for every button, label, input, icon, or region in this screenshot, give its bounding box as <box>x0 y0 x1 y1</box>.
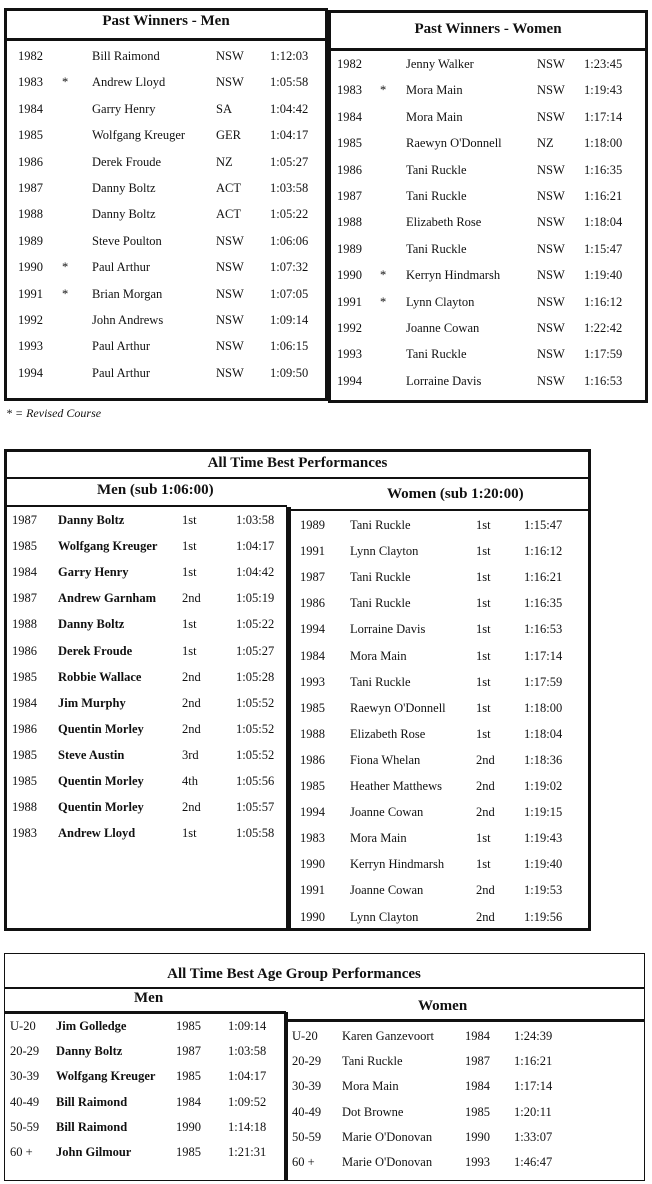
past-winner-women-row-name: Jenny Walker <box>406 57 474 71</box>
best-performances-column-divider <box>286 507 291 931</box>
past-winner-men-row-year: 1985 <box>18 128 43 143</box>
best-perf-men-row-year: 1985 <box>12 747 37 762</box>
age-group-men-row-time: 1:09:52 <box>228 1094 267 1109</box>
best-perf-women-row-place: 1st <box>476 648 491 663</box>
best-perf-men-row-year: 1987 <box>12 591 37 606</box>
best-perf-women-row-year: 1983 <box>300 831 325 846</box>
best-perf-men-row-time: 1:05:52 <box>236 721 275 736</box>
best-perf-women-row-year: 1993 <box>300 674 325 689</box>
past-winner-women-row-name: Mora Main <box>406 83 463 98</box>
age-group-men-row-name: John Gilmour <box>56 1145 132 1159</box>
past-winner-women-row-time: 1:22:42 <box>584 321 623 335</box>
past-winner-women-row-time: 1:17:14 <box>584 109 623 124</box>
age-group-men-row-group: 20-29 <box>10 1044 40 1059</box>
past-winner-men-row-name: Paul Arthur <box>92 365 150 380</box>
best-perf-men-row-place: 3rd <box>182 747 199 762</box>
age-group-women-row-year: 1990 <box>465 1129 490 1144</box>
best-perf-women-row-time: 1:16:12 <box>524 544 563 559</box>
past-winner-women-row-mark: * <box>380 294 387 309</box>
past-winner-men-row-state: GER <box>216 128 241 143</box>
best-perf-women-row-year: 1994 <box>300 805 325 820</box>
age-group-women-row-year: 1984 <box>465 1079 490 1094</box>
past-winner-men-row-year: 1992 <box>18 313 43 327</box>
age-group-men-row-group: 60 + <box>10 1145 33 1159</box>
past-winner-women-row-time: 1:19:40 <box>584 268 623 283</box>
best-perf-men-row-year: 1985 <box>12 539 37 554</box>
past-winner-men-row-name: Wolfgang Kreuger <box>92 128 186 143</box>
best-perf-men-row-place: 1st <box>182 826 197 841</box>
best-perf-men-row-time: 1:05:57 <box>236 800 275 815</box>
best-perf-women-row-place: 2nd <box>476 805 495 820</box>
best-perf-women-row-place: 2nd <box>476 909 495 924</box>
best-perf-men-row-name: Danny Boltz <box>58 513 125 527</box>
age-group-men-row-name: Bill Raimond <box>56 1119 128 1134</box>
best-perf-women-row-time: 1:18:36 <box>524 752 563 767</box>
past-winner-men-row-year: 1983 <box>18 75 43 90</box>
age-group-women-row-name: Mora Main <box>342 1079 399 1094</box>
best-perf-men-row-place: 2nd <box>182 800 201 815</box>
best-perf-women-row-time: 1:18:00 <box>524 700 563 715</box>
past-winner-men-row-name: Steve Poulton <box>92 233 162 248</box>
past-winner-women-row-state: NSW <box>537 347 565 362</box>
age-group-women-row-group: 30-39 <box>292 1079 322 1094</box>
best-perf-women-row-year: 1986 <box>300 752 325 767</box>
age-group-women-row-time: 1:24:39 <box>514 1029 553 1043</box>
past-winner-men-row-time: 1:09:14 <box>270 313 309 327</box>
best-perf-women-row-name: Heather Matthews <box>350 779 442 793</box>
best-perf-men-row-time: 1:05:52 <box>236 747 275 762</box>
age-group-women-row-group: U-20 <box>292 1029 318 1043</box>
past-winner-women-row-time: 1:17:59 <box>584 347 623 362</box>
best-perf-men-row-time: 1:05:19 <box>236 591 275 606</box>
past-winner-men-row-time: 1:12:03 <box>270 49 309 63</box>
past-winner-men-row-time: 1:05:58 <box>270 75 309 90</box>
past-winner-women-row-name: Tani Ruckle <box>406 162 467 177</box>
best-perf-women-row-name: Raewyn O'Donnell <box>350 700 446 715</box>
revised-course-footnote: * = Revised Course <box>6 406 102 420</box>
past-winner-men-row-state: NSW <box>216 260 244 275</box>
best-perf-women-row-place: 1st <box>476 831 491 846</box>
past-winners-women-title: Past Winners - Women <box>414 21 562 37</box>
age-group-women-row-time: 1:16:21 <box>514 1054 553 1069</box>
past-winner-women-row-name: Raewyn O'Donnell <box>406 136 502 151</box>
age-group-title-rule <box>4 987 645 989</box>
best-perf-women-row-name: Joanne Cowan <box>350 805 424 820</box>
past-winner-women-row-year: 1990 <box>337 268 362 283</box>
age-group-women-row-name: Marie O'Donovan <box>342 1129 433 1144</box>
past-winner-women-row-state: NSW <box>537 109 565 124</box>
best-perf-women-row-year: 1991 <box>300 883 325 898</box>
best-perf-men-row-time: 1:05:22 <box>236 617 275 632</box>
past-winner-men-row-state: NSW <box>216 365 244 380</box>
past-winner-women-row-state: NSW <box>537 241 565 256</box>
past-winner-men-row-time: 1:07:32 <box>270 260 309 275</box>
best-perf-women-row-year: 1990 <box>300 857 325 872</box>
best-perf-men-row-name: Robbie Wallace <box>58 669 142 684</box>
past-winner-men-row-time: 1:04:17 <box>270 128 309 143</box>
best-perf-men-row-name: Quentin Morley <box>58 721 144 736</box>
past-winner-women-row-state: NSW <box>537 57 565 71</box>
age-group-men-row-name: Danny Boltz <box>56 1044 123 1059</box>
best-perf-women-row-name: Lorraine Davis <box>350 622 426 637</box>
age-group-men-row-group: 50-59 <box>10 1119 40 1134</box>
best-perf-women-row-year: 1985 <box>300 700 325 715</box>
past-winner-women-row-state: NSW <box>537 83 565 98</box>
past-winner-women-row-time: 1:16:53 <box>584 373 623 388</box>
age-group-men-row-time: 1:21:31 <box>228 1145 267 1159</box>
best-perf-women-row-place: 1st <box>476 596 491 611</box>
past-winner-women-row-state: NSW <box>537 321 565 335</box>
best-perf-men-row-time: 1:05:27 <box>236 643 275 658</box>
age-group-women-row-time: 1:17:14 <box>514 1079 553 1094</box>
past-winner-men-row-state: SA <box>216 101 232 116</box>
past-winner-women-row-year: 1984 <box>337 109 362 124</box>
past-winner-women-row-year: 1985 <box>337 136 362 151</box>
best-perf-women-row-time: 1:19:15 <box>524 805 563 820</box>
past-winner-women-row-time: 1:18:00 <box>584 136 623 151</box>
past-winner-women-row-name: Lynn Clayton <box>406 294 475 309</box>
age-group-men-row-group: U-20 <box>10 1019 36 1033</box>
age-group-men-row-time: 1:09:14 <box>228 1019 267 1033</box>
past-winner-men-row-year: 1989 <box>18 233 43 248</box>
best-perf-men-row-name: Derek Froude <box>58 643 133 658</box>
age-group-women-row-name: Marie O'Donovan <box>342 1155 433 1169</box>
age-group-men-row-year: 1985 <box>176 1145 201 1159</box>
best-perf-women-row-year: 1984 <box>300 648 325 663</box>
best-perf-men-row-time: 1:05:52 <box>236 695 275 710</box>
best-perf-men-row-name: Steve Austin <box>58 747 125 762</box>
age-group-women-row-year: 1985 <box>465 1104 490 1119</box>
best-performances-men-title: Men (sub 1:06:00) <box>97 482 214 498</box>
best-perf-men-row-place: 1st <box>182 565 197 580</box>
best-perf-women-row-name: Lynn Clayton <box>350 544 419 559</box>
best-perf-women-row-place: 1st <box>476 544 491 559</box>
age-group-column-divider <box>284 1012 288 1181</box>
age-group-women-row-time: 1:46:47 <box>514 1155 553 1169</box>
past-winner-men-row-year: 1993 <box>18 339 43 354</box>
past-winners-men-title: Past Winners - Men <box>102 13 230 29</box>
best-perf-women-row-time: 1:16:21 <box>524 570 563 585</box>
past-winner-men-row-state: ACT <box>216 207 241 222</box>
best-perf-men-row-year: 1988 <box>12 800 37 815</box>
best-performances-title: All Time Best Performances <box>207 455 388 471</box>
past-winner-women-row-state: NSW <box>537 268 565 283</box>
best-perf-women-row-place: 1st <box>476 622 491 637</box>
best-perf-women-row-place: 2nd <box>476 883 495 898</box>
best-perf-women-row-name: Tani Ruckle <box>350 570 411 585</box>
past-winner-men-row-name: Danny Boltz <box>92 207 156 222</box>
past-winner-men-row-state: NSW <box>216 75 244 90</box>
past-winner-men-row-mark: * <box>62 75 69 90</box>
best-perf-men-row-place: 1st <box>182 513 197 527</box>
best-perf-women-row-name: Tani Ruckle <box>350 596 411 611</box>
best-perf-men-row-name: Garry Henry <box>58 565 129 580</box>
age-group-men-row-year: 1985 <box>176 1019 201 1033</box>
best-perf-women-row-time: 1:19:02 <box>524 779 563 793</box>
best-perf-men-row-year: 1986 <box>12 643 37 658</box>
best-perf-men-row-time: 1:04:42 <box>236 565 275 580</box>
past-winner-women-row-name: Joanne Cowan <box>406 321 480 335</box>
best-perf-men-row-place: 2nd <box>182 669 201 684</box>
best-perf-women-row-time: 1:19:40 <box>524 857 563 872</box>
best-perf-women-row-name: Elizabeth Rose <box>350 726 426 741</box>
age-group-men-row-time: 1:14:18 <box>228 1119 267 1134</box>
best-perf-women-row-year: 1988 <box>300 726 325 741</box>
past-winner-women-row-year: 1992 <box>337 321 362 335</box>
age-group-men-row-year: 1987 <box>176 1044 201 1059</box>
best-perf-women-row-year: 1987 <box>300 570 325 585</box>
age-group-men-row-name: Bill Raimond <box>56 1094 128 1109</box>
best-perf-men-row-name: Danny Boltz <box>58 617 125 632</box>
best-perf-women-row-name: Lynn Clayton <box>350 909 419 924</box>
past-winner-men-row-state: NSW <box>216 49 244 63</box>
past-winner-women-row-name: Tani Ruckle <box>406 241 467 256</box>
best-perf-women-row-name: Mora Main <box>350 648 407 663</box>
best-perf-men-row-time: 1:05:28 <box>236 669 275 684</box>
best-performances-women-header-rule <box>289 509 591 511</box>
past-winners-women-header-rule <box>328 48 648 51</box>
best-perf-women-row-place: 2nd <box>476 752 495 767</box>
past-winner-men-row-year: 1984 <box>18 101 43 116</box>
best-perf-women-row-place: 1st <box>476 700 491 715</box>
best-perf-men-row-time: 1:03:58 <box>236 513 275 527</box>
best-perf-women-row-time: 1:17:59 <box>524 674 563 689</box>
best-perf-women-row-time: 1:16:35 <box>524 596 563 611</box>
past-winner-men-row-name: Andrew Lloyd <box>92 75 166 90</box>
past-winner-women-row-state: NSW <box>537 162 565 177</box>
past-winner-women-row-time: 1:15:47 <box>584 241 623 256</box>
best-perf-women-row-place: 1st <box>476 674 491 689</box>
best-perf-men-row-year: 1984 <box>12 565 37 580</box>
past-winner-women-row-state: NSW <box>537 373 565 388</box>
past-winner-men-row-year: 1988 <box>18 207 43 222</box>
past-winner-men-row-name: Paul Arthur <box>92 339 150 354</box>
best-perf-women-row-time: 1:18:04 <box>524 726 563 741</box>
age-group-men-row-group: 40-49 <box>10 1094 40 1109</box>
age-group-men-row-time: 1:03:58 <box>228 1044 267 1059</box>
past-winner-men-row-time: 1:05:22 <box>270 207 309 222</box>
best-perf-women-row-time: 1:16:53 <box>524 622 563 637</box>
past-winner-men-row-name: Derek Froude <box>92 154 162 169</box>
past-winner-women-row-state: NZ <box>537 136 554 151</box>
past-winner-women-row-time: 1:16:35 <box>584 162 623 177</box>
best-perf-women-row-place: 1st <box>476 570 491 585</box>
past-winner-women-row-year: 1987 <box>337 189 362 203</box>
past-winner-men-row-state: NSW <box>216 339 244 354</box>
past-winner-women-row-state: NSW <box>537 215 565 230</box>
best-perf-women-row-time: 1:19:43 <box>524 831 563 846</box>
age-group-men-row-group: 30-39 <box>10 1069 40 1084</box>
past-winner-men-row-mark: * <box>62 260 69 275</box>
age-group-title: All Time Best Age Group Performances <box>167 966 421 982</box>
best-perf-men-row-place: 1st <box>182 617 197 632</box>
best-perf-men-row-name: Quentin Morley <box>58 774 144 788</box>
best-perf-men-row-name: Wolfgang Kreuger <box>58 539 158 554</box>
past-winner-men-row-time: 1:09:50 <box>270 365 309 380</box>
best-perf-women-row-name: Kerryn Hindmarsh <box>350 857 445 872</box>
past-winner-men-row-name: Brian Morgan <box>92 286 163 301</box>
age-group-men-row-year: 1984 <box>176 1094 201 1109</box>
age-group-men-row-time: 1:04:17 <box>228 1069 267 1084</box>
past-winner-men-row-time: 1:03:58 <box>270 181 309 195</box>
past-winner-men-row-name: Garry Henry <box>92 101 156 116</box>
past-winner-women-row-time: 1:18:04 <box>584 215 623 230</box>
best-perf-women-row-place: 2nd <box>476 779 495 793</box>
best-perf-men-row-year: 1986 <box>12 721 37 736</box>
best-perf-women-row-time: 1:17:14 <box>524 648 563 663</box>
past-winner-women-row-year: 1982 <box>337 57 362 71</box>
past-winner-men-row-time: 1:06:15 <box>270 339 309 354</box>
past-winner-men-row-year: 1994 <box>18 365 43 380</box>
past-winner-women-row-year: 1986 <box>337 162 362 177</box>
best-perf-men-row-year: 1985 <box>12 774 37 788</box>
age-group-women-row-year: 1993 <box>465 1155 490 1169</box>
past-winner-women-row-time: 1:16:21 <box>584 189 623 203</box>
age-group-women-row-time: 1:20:11 <box>514 1104 552 1119</box>
best-perf-men-row-year: 1987 <box>12 513 37 527</box>
age-group-men-row-name: Wolfgang Kreuger <box>56 1069 156 1084</box>
past-winner-men-row-state: ACT <box>216 181 241 195</box>
age-group-women-row-group: 50-59 <box>292 1129 322 1144</box>
past-winner-men-row-state: NSW <box>216 313 244 327</box>
past-winner-women-row-name: Kerryn Hindmarsh <box>406 268 501 283</box>
past-winner-men-row-year: 1990 <box>18 260 43 275</box>
past-winner-women-row-year: 1991 <box>337 294 362 309</box>
age-group-women-row-year: 1984 <box>465 1029 490 1043</box>
age-group-women-row-group: 40-49 <box>292 1104 322 1119</box>
past-winner-men-row-state: NZ <box>216 154 233 169</box>
past-winner-women-row-mark: * <box>380 83 387 98</box>
past-winner-men-row-name: John Andrews <box>92 313 164 327</box>
past-winner-women-row-state: NSW <box>537 294 565 309</box>
best-perf-men-row-place: 1st <box>182 643 197 658</box>
past-winner-men-row-time: 1:07:05 <box>270 286 309 301</box>
age-group-women-row-name: Dot Browne <box>342 1104 404 1119</box>
best-perf-men-row-name: Jim Murphy <box>58 695 126 710</box>
past-winner-women-row-time: 1:16:12 <box>584 294 623 309</box>
past-winner-women-row-name: Mora Main <box>406 109 463 124</box>
best-perf-women-row-year: 1991 <box>300 544 325 559</box>
age-group-women-row-group: 20-29 <box>292 1054 322 1069</box>
past-winner-men-row-time: 1:06:06 <box>270 233 309 248</box>
past-winner-women-row-year: 1989 <box>337 241 362 256</box>
best-perf-women-row-year: 1985 <box>300 779 325 793</box>
best-perf-men-row-place: 2nd <box>182 591 201 606</box>
best-perf-men-row-name: Quentin Morley <box>58 800 144 815</box>
age-group-women-row-group: 60 + <box>292 1155 315 1169</box>
age-group-men-header-rule <box>4 1011 286 1014</box>
best-performances-men-header-rule <box>4 505 287 507</box>
age-group-men-row-name: Jim Golledge <box>56 1019 127 1033</box>
best-perf-men-row-time: 1:05:58 <box>236 826 275 841</box>
best-perf-men-row-year: 1983 <box>12 826 37 841</box>
past-winner-men-row-name: Paul Arthur <box>92 260 150 275</box>
best-perf-men-row-year: 1985 <box>12 669 37 684</box>
past-winner-men-row-name: Danny Boltz <box>92 181 156 195</box>
best-perf-men-row-place: 4th <box>182 774 198 788</box>
age-group-women-header-rule <box>288 1019 645 1022</box>
best-perf-women-row-time: 1:19:56 <box>524 909 563 924</box>
best-perf-women-row-name: Mora Main <box>350 831 407 846</box>
past-winner-women-row-year: 1993 <box>337 347 362 362</box>
age-group-men-row-year: 1990 <box>176 1119 201 1134</box>
past-winner-men-row-time: 1:05:27 <box>270 154 309 169</box>
best-perf-men-row-place: 2nd <box>182 695 201 710</box>
past-winner-women-row-mark: * <box>380 268 387 283</box>
best-perf-men-row-time: 1:04:17 <box>236 539 275 554</box>
past-winner-women-row-year: 1988 <box>337 215 362 230</box>
past-winner-men-row-time: 1:04:42 <box>270 101 309 116</box>
past-winner-men-row-state: NSW <box>216 233 244 248</box>
age-group-women-title: Women <box>418 998 468 1014</box>
best-perf-women-row-year: 1989 <box>300 518 325 532</box>
best-perf-women-row-place: 1st <box>476 857 491 872</box>
past-winner-women-row-name: Elizabeth Rose <box>406 215 482 230</box>
best-perf-women-row-year: 1994 <box>300 622 325 637</box>
past-winner-women-row-name: Lorraine Davis <box>406 373 482 388</box>
best-perf-women-row-place: 1st <box>476 518 491 532</box>
age-group-women-row-name: Tani Ruckle <box>342 1054 403 1069</box>
past-winner-men-row-mark: * <box>62 286 69 301</box>
best-performances-women-title: Women (sub 1:20:00) <box>387 486 524 502</box>
best-perf-women-row-name: Tani Ruckle <box>350 518 411 532</box>
best-perf-women-row-place: 1st <box>476 726 491 741</box>
past-winner-men-row-year: 1982 <box>18 49 43 63</box>
age-group-men-row-year: 1985 <box>176 1069 201 1084</box>
best-perf-women-row-name: Tani Ruckle <box>350 674 411 689</box>
past-winner-women-row-year: 1983 <box>337 83 362 98</box>
best-perf-men-row-year: 1984 <box>12 695 37 710</box>
best-perf-women-row-year: 1990 <box>300 909 325 924</box>
best-perf-men-row-place: 1st <box>182 539 197 554</box>
best-perf-women-row-name: Joanne Cowan <box>350 883 424 898</box>
best-performances-title-rule <box>4 477 591 479</box>
past-winner-women-row-name: Tani Ruckle <box>406 347 467 362</box>
best-perf-women-row-time: 1:19:53 <box>524 883 563 898</box>
past-winner-men-row-state: NSW <box>216 286 244 301</box>
past-winner-women-row-year: 1994 <box>337 373 362 388</box>
past-winners-men-header-rule <box>4 38 328 41</box>
age-group-women-row-time: 1:33:07 <box>514 1129 553 1144</box>
best-perf-women-row-year: 1986 <box>300 596 325 611</box>
best-perf-men-row-name: Andrew Garnham <box>58 591 157 606</box>
age-group-women-row-year: 1987 <box>465 1054 490 1069</box>
past-winner-men-row-name: Bill Raimond <box>92 49 160 63</box>
best-perf-men-row-place: 2nd <box>182 721 201 736</box>
best-perf-women-row-time: 1:15:47 <box>524 518 563 532</box>
past-winner-men-row-year: 1991 <box>18 286 43 301</box>
age-group-women-row-name: Karen Ganzevoort <box>342 1029 434 1043</box>
past-winner-women-row-time: 1:23:45 <box>584 57 623 71</box>
past-winner-women-row-name: Tani Ruckle <box>406 189 467 203</box>
best-perf-men-row-time: 1:05:56 <box>236 774 275 788</box>
past-winner-men-row-year: 1987 <box>18 181 43 195</box>
best-perf-men-row-name: Andrew Lloyd <box>58 826 136 841</box>
best-perf-women-row-name: Fiona Whelan <box>350 752 421 767</box>
past-winner-women-row-time: 1:19:43 <box>584 83 623 98</box>
age-group-men-title: Men <box>134 990 164 1006</box>
past-winner-women-row-state: NSW <box>537 189 565 203</box>
best-perf-men-row-year: 1988 <box>12 617 37 632</box>
past-winner-men-row-year: 1986 <box>18 154 43 169</box>
